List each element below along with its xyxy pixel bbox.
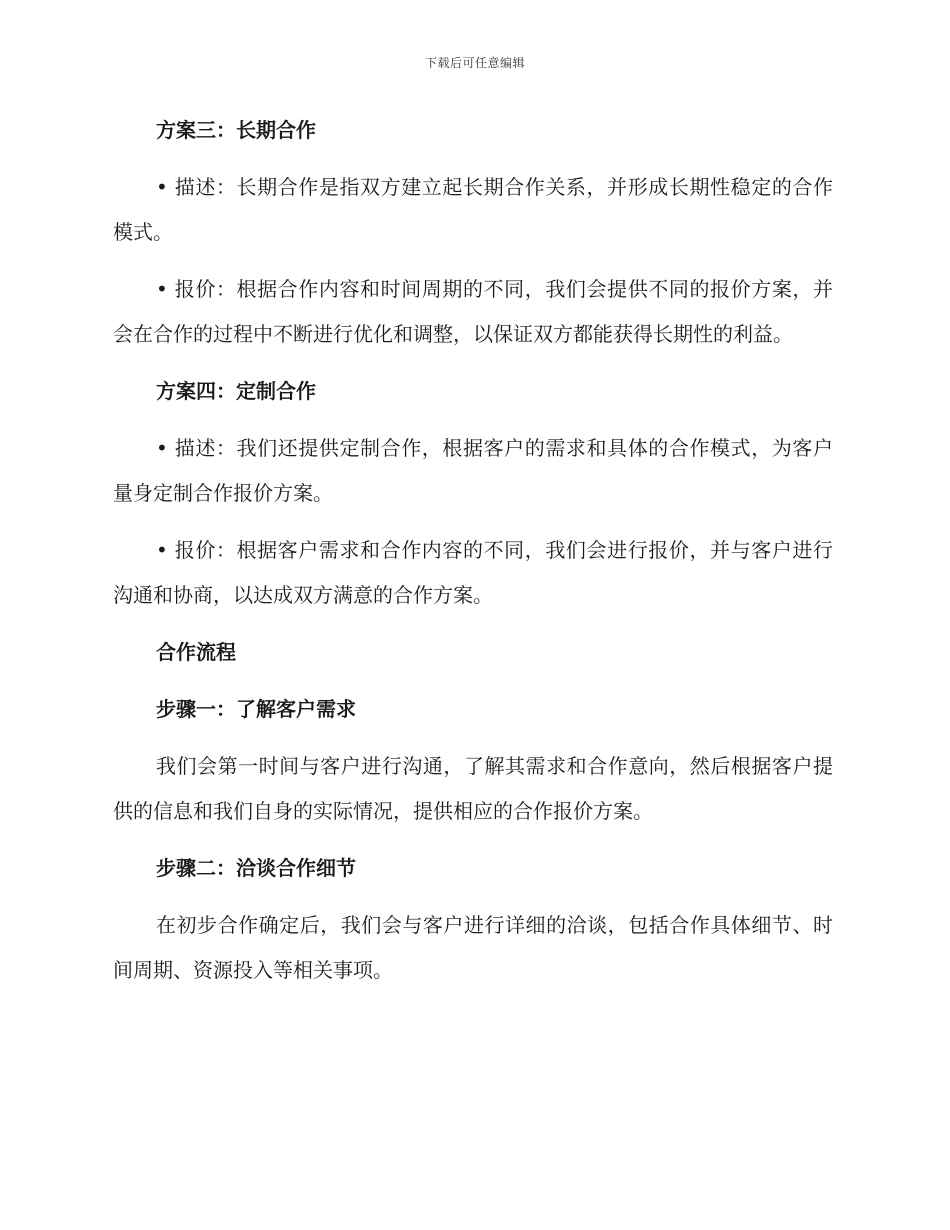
- step-two-paragraph: 在初步合作确定后，我们会与客户进行详细的洽谈，包括合作具体细节、时间周期、资源投入等相关事项。: [113, 913, 833, 982]
- step-one-heading: 步骤一：了解客户需求: [156, 697, 356, 721]
- plan-three-description: • 描述：长期合作是指双方建立起长期合作关系，并形成长期性稳定的合作模式。: [113, 175, 833, 244]
- plan-three-pricing: • 报价：根据合作内容和时间周期的不同，我们会提供不同的报价方案，并会在合作的过程中不断进行优化和调整，以保证双方都能获得长期性的利益。: [113, 277, 833, 346]
- page-header-note: 下载后可任意编辑: [424, 56, 525, 70]
- step-one-paragraph: 我们会第一时间与客户进行沟通，了解其需求和合作意向，然后根据客户提供的信息和我们自身的实际情况，提供相应的合作报价方案。: [113, 754, 833, 823]
- plan-four-pricing: • 报价：根据客户需求和合作内容的不同，我们会进行报价，并与客户进行沟通和协商，以达成双方满意的合作方案。: [113, 538, 833, 607]
- plan-three-heading: 方案三：长期合作: [156, 118, 316, 142]
- step-two-heading: 步骤二：洽谈合作细节: [156, 856, 356, 880]
- plan-four-description: • 描述：我们还提供定制合作，根据客户的需求和具体的合作模式，为客户量身定制合作报价方案。: [113, 436, 833, 505]
- plan-four-heading: 方案四：定制合作: [156, 379, 316, 403]
- document-body: [113, 108, 833, 1005]
- cooperation-process-heading: 合作流程: [156, 640, 236, 664]
